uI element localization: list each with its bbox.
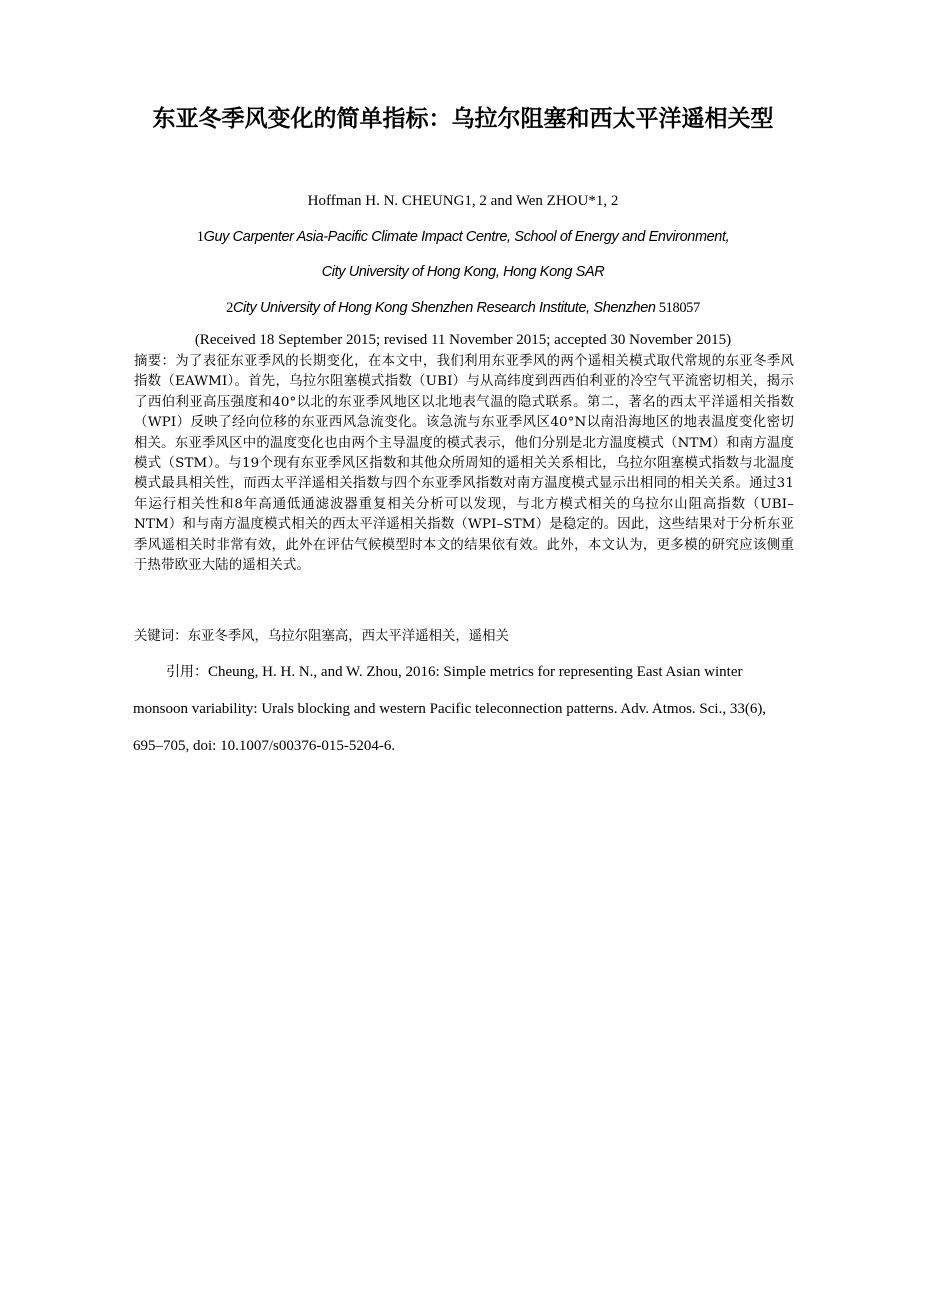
keywords-label: 关键词： xyxy=(134,629,188,644)
affiliation-2-zip: 518057 xyxy=(655,300,700,316)
received-dates: (Received 18 September 2015; revised 11 November 2015; accepted 30 November 2015) xyxy=(194,332,732,348)
author-list: Hoffman H. N. CHEUNG1, 2 and Wen ZHOU*1, 2 xyxy=(307,193,619,209)
abstract xyxy=(134,352,794,576)
affiliation-2 xyxy=(0,300,926,317)
keywords-text: 东亚冬季风，乌拉尔阻塞高，西太平洋遥相关，遥相关 xyxy=(187,629,509,644)
abstract-label: 摘要： xyxy=(134,354,176,369)
affiliation-1-line-2: City University of Hong Kong, Hong Kong SAR xyxy=(321,264,605,280)
affiliation-2-text: City University of Hong Kong Shenzhen Research Institute, Shenzhen xyxy=(232,300,656,316)
abstract-text: 为了表征东亚季风的长期变化，在本文中，我们利用东亚季风的两个遥相关模式取代常规的东亚冬季风指数（EAWMI）。首先，乌拉尔阻塞模式指数（UBI）与从高纬度到西西伯利亚的冷空气平流密切相关，揭示了西伯利亚高压强度和40°以北的东亚季风地区以北地表气温的隐式联系。第二，著名的西太平洋遥相关指数（WPI）反映了经向位移的东亚西风急流变化。该急流与东亚季风区40°N以南沿海地区的地表温度变化密切相关。东亚季风区中的温度变化也由两个主导温度的模式表示，他们分别是北方温度模式（NTM）和南方温度模式（STM）。与19个现有东亚季风区指数和其他众所周知的遥相关关系相比，乌拉尔阻塞模式指数与北温度模式最具相关性，而西太平洋遥相关指数与四个东亚季风指数对南方温度模式显示出相同的相关关系。通过31年运行相关性和8年高通低通滤波器重复相关分析可以发现，与北方模式相关的乌拉尔山阻高指数（UBI–NTM）和与南方温度模式相关的西太平洋遥相关指数（WPI–STM）是稳定的。因此，这些结果对于分析东亚季风遥相关时非常有效，此外在评估气候模型时本文的结果依有效。此外，本文认为，更多模的研究应该侧重于热带欧亚大陆的遥相关式。 xyxy=(134,354,794,574)
citation xyxy=(133,654,797,765)
affiliation-1-continued xyxy=(0,264,926,280)
citation-text: Cheung, H. H. N., and W. Zhou, 2016: Simple metrics for representing East Asian winter monsoon variability: Urals blocking and western Pacific teleconnection patterns. Adv. Atmos. Sci., 33(6), 695–705, doi: 10.1007/s00376-015-5204-6. xyxy=(133,664,767,754)
keywords xyxy=(134,627,794,647)
affiliation-1-line-1: Guy Carpenter Asia-Pacific Climate Impact Centre, School of Energy and Environment, xyxy=(203,229,730,245)
affiliation-1 xyxy=(0,229,926,246)
affiliation-2-number: 2 xyxy=(226,300,233,316)
citation-label: 引用： xyxy=(166,664,208,680)
affiliation-1-number: 1 xyxy=(196,229,204,245)
paper-title: 东亚冬季风变化的简单指标：乌拉尔阻塞和西太平洋遥相关型 xyxy=(152,106,774,132)
